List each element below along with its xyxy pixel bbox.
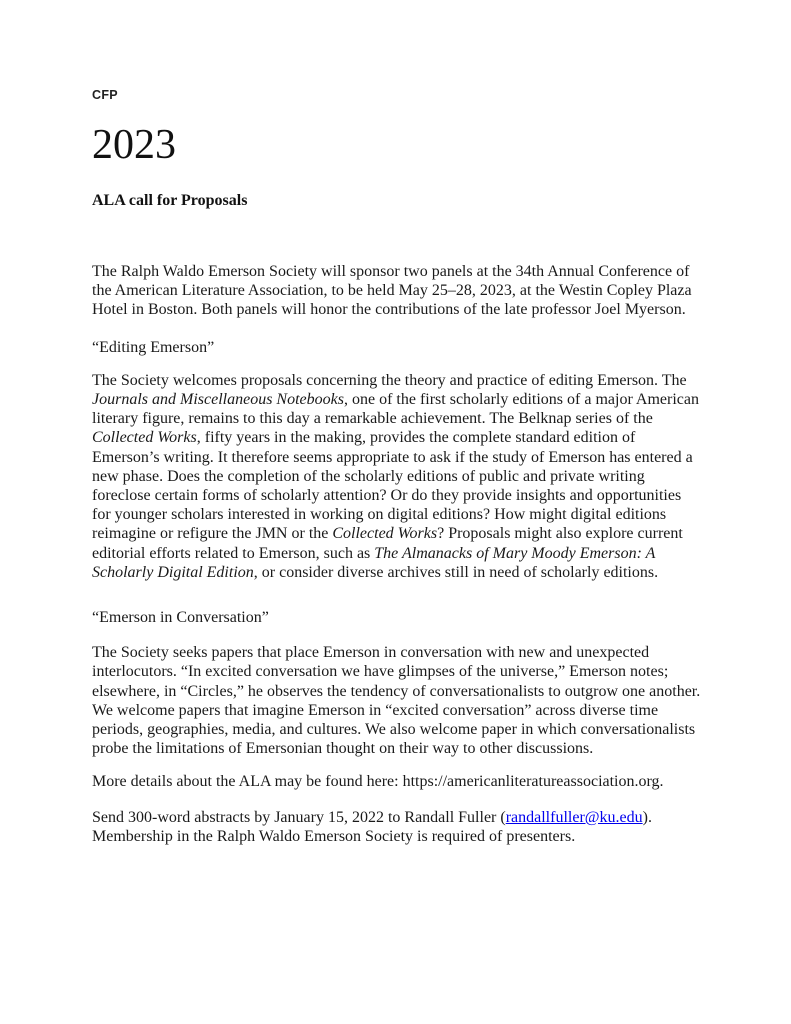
section-title-emerson-in-conversation: “Emerson in Conversation” bbox=[92, 609, 269, 627]
text-run: , one of the first scholarly editions of a major American literary figure, remains to this day a remarkable achievement. The Belknap series of the bbox=[92, 391, 699, 428]
text-run: The Society seeks papers that place Emerson in conversation with new and unexpected interlocutors. “In excited conversation we have glimpses of the universe,” Emerson notes; elsewhere, in “Circles,” he observes the tendency of conversationalists to outgrow one another. We welcome papers that imagine Emerson in “excited conversation” across diverse time periods, geographies, media, and cultures. We also welcome paper in which conversationalists probe the limitations of Emersonian thought on their way to other discussions. bbox=[92, 644, 701, 758]
intro-paragraph bbox=[92, 262, 703, 320]
text-run: ? Proposals might also explore current editorial efforts related to Emerson, such as bbox=[92, 525, 683, 562]
editing-emerson-paragraph bbox=[92, 371, 703, 582]
text-run: Collected Works bbox=[332, 525, 438, 543]
text-run: , fifty years in the making, provides the complete standard edition of Emerson’s writing. It therefore seems appropriate to ask if the study of Emerson has entered a new phase. Does the completion of the scholarly editions of public and private writing foreclose certain forms of scholarly attention? Or do they provide insights and opportunities for younger scholars interested in working on digital editions? How might digital editions reimagine or refigure the JMN or the bbox=[92, 429, 693, 543]
section-title-editing-emerson: “Editing Emerson” bbox=[92, 338, 215, 356]
text-run: Send 300-word abstracts by January 15, 2022 to Randall Fuller ( bbox=[92, 808, 506, 826]
more-details-paragraph bbox=[92, 772, 703, 791]
text-run: The Almanacks of Mary Moody Emerson: A Scholarly Digital Edition bbox=[92, 544, 656, 581]
text-run: More details about the ALA may be found here: https://americanliteratureassociation.org. bbox=[92, 773, 664, 791]
text-run: Collected Works bbox=[92, 429, 197, 447]
page-title: ALA call for Proposals bbox=[92, 192, 248, 209]
text-run: The Society welcomes proposals concerning the theory and practice of editing Emerson. The bbox=[92, 371, 687, 389]
text-run: ). Membership in the Ralph Waldo Emerson Society is required of presenters. bbox=[92, 808, 652, 845]
text-run: The Ralph Waldo Emerson Society will sponsor two panels at the 34th Annual Conference of the American Literature Association, to be held May 25–28, 2023, at the Westin Copley Plaza Hotel in Boston. Both panels will honor the contributions of the late professor Joel Myerson. bbox=[92, 263, 692, 319]
email-link[interactable]: randallfuller@ku.edu bbox=[505, 808, 643, 826]
year-heading: 2023 bbox=[92, 122, 176, 168]
cfp-label: CFP bbox=[92, 88, 118, 102]
emerson-in-conversation-paragraph bbox=[92, 643, 703, 758]
text-run: Journals and Miscellaneous Notebooks bbox=[92, 391, 344, 409]
submission-paragraph bbox=[92, 808, 703, 846]
text-run: , or consider diverse archives still in need of scholarly editions. bbox=[253, 563, 659, 581]
